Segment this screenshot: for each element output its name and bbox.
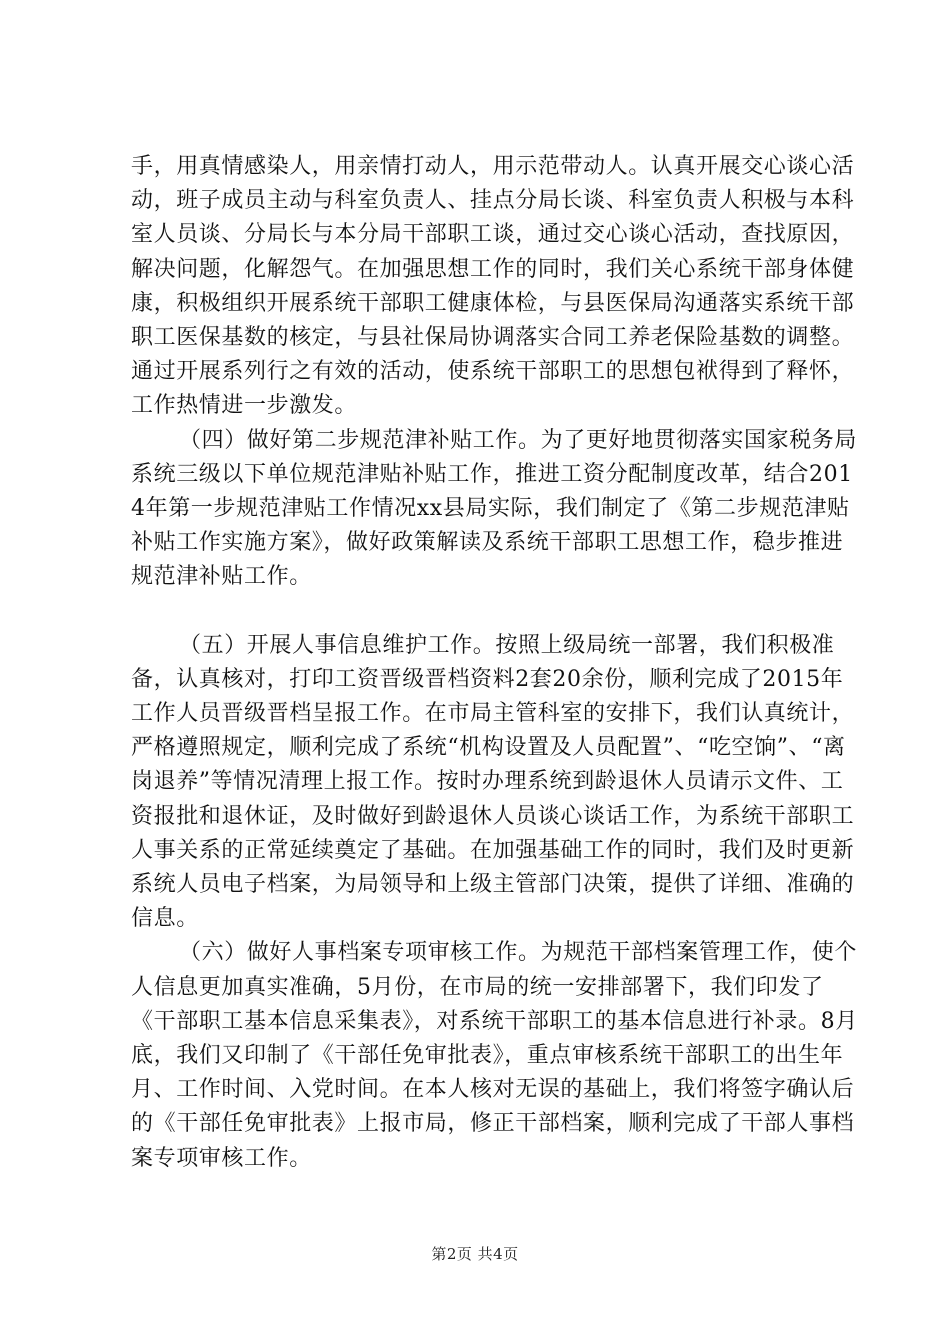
paragraph-section-5: （五）开展人事信息维护工作。按照上级局统一部署，我们积极准备，认真核对，打印工资晋级晋档资料2套20余份，顺利完成了2015年工作人员晋级晋档呈报工作。在市局主管科室的安排下，我们认真统计，严格遵照规定，顺利完成了系统“机构设置及人员配置”、“吃空饷”、“离岗退养”等情况清理上报工作。按时办理系统到龄退休人员请示文件、工资报批和退休证，及时做好到龄退休人员谈心谈话工作，为系统干部职工人事关系的正常延续奠定了基础。在加强基础工作的同时，我们及时更新系统人员电子档案，为局领导和上级主管部门决策，提供了详细、准确的信息。 xyxy=(131,632,855,932)
document-body xyxy=(131,150,861,1176)
page-footer: 第2页 共4页 xyxy=(431,1245,519,1263)
paragraph-continuation: 手，用真情感染人，用亲情打动人，用示范带动人。认真开展交心谈心活动，班子成员主动与科室负责人、挂点分局长谈、科室负责人积极与本科室人员谈、分局长与本分局干部职工谈，通过交心谈心活动，查找原因，解决问题，化解怨气。在加强思想工作的同时，我们关心系统干部身体健康，积极组织开展系统干部职工健康体检，与县医保局沟通落实系统干部职工医保基数的核定，与县社保局协调落实合同工养老保险基数的调整。通过开展系列行之有效的活动，使系统干部职工的思想包袱得到了释怀，工作热情进一步激发。 xyxy=(131,154,855,419)
paragraph-spacer xyxy=(131,595,861,629)
paragraph-section-4: （四）做好第二步规范津补贴工作。为了更好地贯彻落实国家税务局系统三级以下单位规范津贴补贴工作，推进工资分配制度改革，结合2014年第一步规范津贴工作情况xx县局实际，我们制定了《第二步规范津贴补贴工作实施方案》，做好政策解读及系统干部职工思想工作，稳步推进规范津补贴工作。 xyxy=(131,427,858,590)
paragraph-section-6: （六）做好人事档案专项审核工作。为规范干部档案管理工作，使个人信息更加真实准确，5月份，在市局的统一安排部署下，我们印发了《干部职工基本信息采集表》，对系统干部职工的基本信息进行补录。8月底，我们又印制了《干部任免审批表》，重点审核系统干部职工的出生年月、工作时间、入党时间。在本人核对无误的基础上，我们将签字确认后的《干部任免审批表》上报市局，修正干部档案，顺利完成了干部人事档案专项审核工作。 xyxy=(131,940,858,1171)
